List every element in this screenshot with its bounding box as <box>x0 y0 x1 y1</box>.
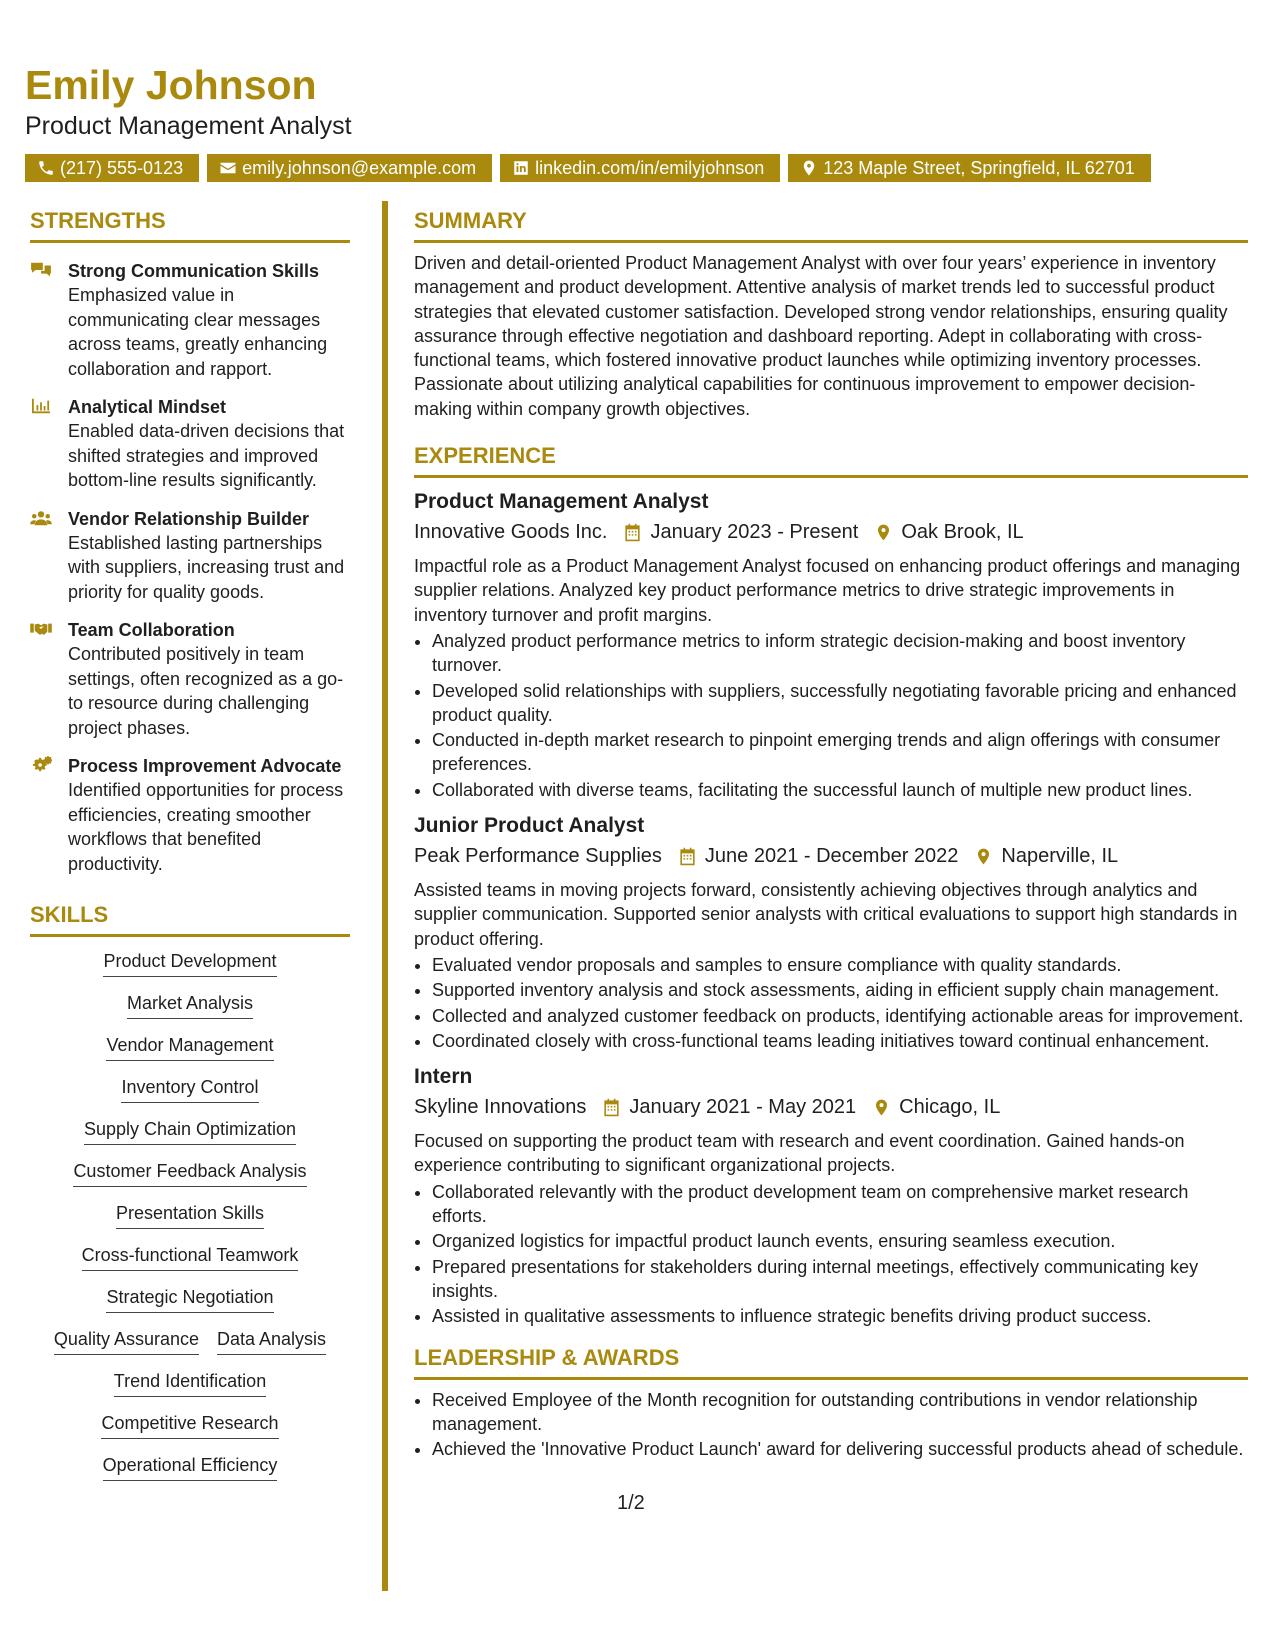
strength-title: Team Collaboration <box>68 620 235 640</box>
job-company: Innovative Goods Inc. <box>414 521 608 544</box>
envelope-icon <box>219 159 237 177</box>
job-location: Chicago, IL <box>899 1096 1001 1119</box>
bullet-item: • Conducted in-depth market research to pinpoint emerging trends and align offerings with consumer preferences. <box>432 728 1248 777</box>
bullet-item: • Collaborated with diverse teams, facilitating the successful launch of multiple new product lines. <box>432 778 1248 802</box>
skills-heading: SKILLS <box>30 902 350 937</box>
users-icon <box>30 509 52 527</box>
strength-item <box>30 395 350 493</box>
strength-desc: Emphasized value in communicating clear messages across teams, greatly enhancing collaboration and rapport. <box>68 285 328 379</box>
contact-phone-text: (217) 555-0123 <box>60 158 184 178</box>
candidate-title: Product Management Analyst <box>25 112 352 140</box>
gears-icon <box>30 756 52 774</box>
bullet-item: • Analyzed product performance metrics to inform strategic decision-making and boost inventory turnover. <box>432 629 1248 678</box>
contact-email-text: emily.johnson@example.com <box>242 158 477 178</box>
job-desc: Focused on supporting the product team with research and event coordination. Gained hands-on experience contributing to significant organizational projects. <box>414 1131 1185 1176</box>
summary-text: Driven and detail-oriented Product Management Analyst with over four years’ experience in inventory management and product development. Attentive analysis of market trends led to successful product strategies that elevated customer satisfaction. Developed strong vendor relationships, ensuring quality assurance through effective negotiation and dashboard reporting. Adept in collaborating with cross-functional teams, which fostered innovative product launches while optimizing inventory processes. Passionate about utilizing analytical capabilities for continuous improvement to empower decision-making within company growth objectives. <box>414 253 1228 419</box>
skill-tag: Presentation Skills <box>116 1201 264 1229</box>
job-bullets <box>414 629 1248 802</box>
job-company: Skyline Innovations <box>414 1096 587 1119</box>
bullet-item: • Coordinated closely with cross-functional teams leading initiatives toward continual enhancement. <box>432 1029 1248 1053</box>
strength-item <box>30 618 350 740</box>
strength-title: Analytical Mindset <box>68 397 227 417</box>
job-entry <box>414 488 1248 802</box>
skill-tag: Vendor Management <box>106 1033 273 1061</box>
experience-heading: EXPERIENCE <box>414 443 1248 478</box>
contact-address-text: 123 Maple Street, Springfield, IL 62701 <box>823 158 1135 178</box>
strengths-heading: STRENGTHS <box>30 208 350 243</box>
skill-tag: Customer Feedback Analysis <box>73 1159 306 1187</box>
map-pin-icon <box>974 847 993 866</box>
bullet-item: • Collected and analyzed customer feedback on products, identifying actionable areas for improvement. <box>432 1004 1248 1028</box>
contact-email[interactable] <box>207 154 492 182</box>
skill-tag: Competitive Research <box>101 1411 278 1439</box>
bullet-item: • Supported inventory analysis and stock assessments, aiding in efficient supply chain management. <box>432 978 1248 1002</box>
calendar-icon <box>602 1098 621 1117</box>
job-meta <box>414 1093 1248 1121</box>
bullet-item: • Achieved the 'Innovative Product Launch' award for delivering successful products ahead of schedule. <box>432 1437 1248 1461</box>
job-dates: January 2021 - May 2021 <box>629 1096 857 1119</box>
skill-tag: Product Development <box>103 949 276 977</box>
job-dates: June 2021 - December 2022 <box>704 845 959 868</box>
bar-chart-icon <box>30 397 52 415</box>
phone-icon <box>37 159 55 177</box>
bullet-item: • Prepared presentations for stakeholders during internal meetings, effectively communicating key insights. <box>432 1255 1248 1304</box>
strength-desc: Enabled data-driven decisions that shifted strategies and improved bottom-line results significantly. <box>68 421 345 490</box>
job-entry <box>414 1063 1248 1328</box>
job-desc: Impactful role as a Product Management Analyst focused on enhancing product offerings and managing supplier relations. Analyzed key product performance metrics to drive strategic improvements in inventory turnover and profit margins. <box>414 556 1241 625</box>
job-bullets <box>414 953 1248 1053</box>
bullet-item: • Evaluated vendor proposals and samples to ensure compliance with quality standards. <box>432 953 1248 977</box>
bullet-item: • Organized logistics for impactful product launch events, ensuring seamless execution. <box>432 1229 1248 1253</box>
job-title: Intern <box>414 1065 473 1089</box>
bullet-item: • Received Employee of the Month recognition for outstanding contributions in vendor relationship management. <box>432 1388 1248 1437</box>
leadership-bullets <box>414 1388 1248 1462</box>
job-bullets <box>414 1180 1248 1329</box>
right-column <box>414 208 1248 1461</box>
strength-title: Process Improvement Advocate <box>68 756 342 776</box>
job-title: Product Management Analyst <box>414 490 709 514</box>
column-divider <box>382 201 388 1591</box>
linkedin-icon <box>512 159 530 177</box>
skill-tag: Operational Efficiency <box>103 1453 278 1481</box>
strength-item <box>30 259 350 381</box>
resume-header <box>25 62 1250 182</box>
job-location: Oak Brook, IL <box>901 521 1024 544</box>
job-meta <box>414 842 1248 870</box>
job-desc: Assisted teams in moving projects forward, consistently achieving objectives through analytics and supplier communication. Supported senior analysts with critical evaluations to support high standards in product offering. <box>414 880 1238 949</box>
strength-desc: Contributed positively in team settings, often recognized as a go-to resource during challenging project phases. <box>68 644 344 738</box>
calendar-icon <box>623 523 642 542</box>
bullet-item: • Collaborated relevantly with the product development team on comprehensive market research efforts. <box>432 1180 1248 1229</box>
strength-desc: Established lasting partnerships with suppliers, increasing trust and priority for quality goods. <box>68 532 345 602</box>
skill-tag: Cross-functional Teamwork <box>82 1243 299 1271</box>
contact-phone[interactable] <box>25 154 199 182</box>
map-pin-icon <box>874 523 893 542</box>
calendar-icon <box>678 847 697 866</box>
strength-item <box>30 754 350 876</box>
summary-heading: SUMMARY <box>414 208 1248 243</box>
candidate-name: Emily Johnson <box>25 62 317 108</box>
chat-bubbles-icon <box>30 261 52 279</box>
left-column <box>30 208 350 1495</box>
contact-bar <box>25 154 1250 182</box>
leadership-heading: LEADERSHIP & AWARDS <box>414 1345 1248 1380</box>
contact-linkedin[interactable] <box>500 154 780 182</box>
skill-tag: Market Analysis <box>127 991 253 1019</box>
strength-title: Vendor Relationship Builder <box>68 508 310 529</box>
skill-tag: Supply Chain Optimization <box>84 1117 296 1145</box>
skill-tag: Data Analysis <box>217 1327 326 1355</box>
job-company: Peak Performance Supplies <box>414 845 662 868</box>
bullet-item: • Assisted in qualitative assessments to influence strategic benefits driving product success. <box>432 1304 1248 1328</box>
handshake-icon <box>30 620 52 638</box>
skill-tag: Quality Assurance <box>54 1327 199 1355</box>
job-dates: January 2023 - Present <box>650 521 859 544</box>
job-title: Junior Product Analyst <box>414 814 645 838</box>
map-pin-icon <box>872 1098 891 1117</box>
skill-tag: Strategic Negotiation <box>106 1285 273 1313</box>
skill-tag: Inventory Control <box>121 1075 258 1103</box>
job-meta <box>414 518 1248 546</box>
job-location: Naperville, IL <box>1001 845 1119 868</box>
bullet-item: • Developed solid relationships with suppliers, successfully negotiating favorable pricing and enhanced product quality. <box>432 679 1248 728</box>
contact-linkedin-text: linkedin.com/in/emilyjohnson <box>535 158 765 178</box>
page-number: 1/2 <box>617 1492 645 1514</box>
contact-address[interactable] <box>788 154 1151 182</box>
skills-list <box>30 937 350 1495</box>
strength-item <box>30 507 350 605</box>
strength-title: Strong Communication Skills <box>68 261 320 281</box>
skill-tag: Trend Identification <box>114 1369 266 1397</box>
strength-desc: Identified opportunities for process efficiencies, creating smoother workflows that benefited productivity. <box>68 780 344 874</box>
map-pin-icon <box>800 159 818 177</box>
job-entry <box>414 812 1248 1053</box>
